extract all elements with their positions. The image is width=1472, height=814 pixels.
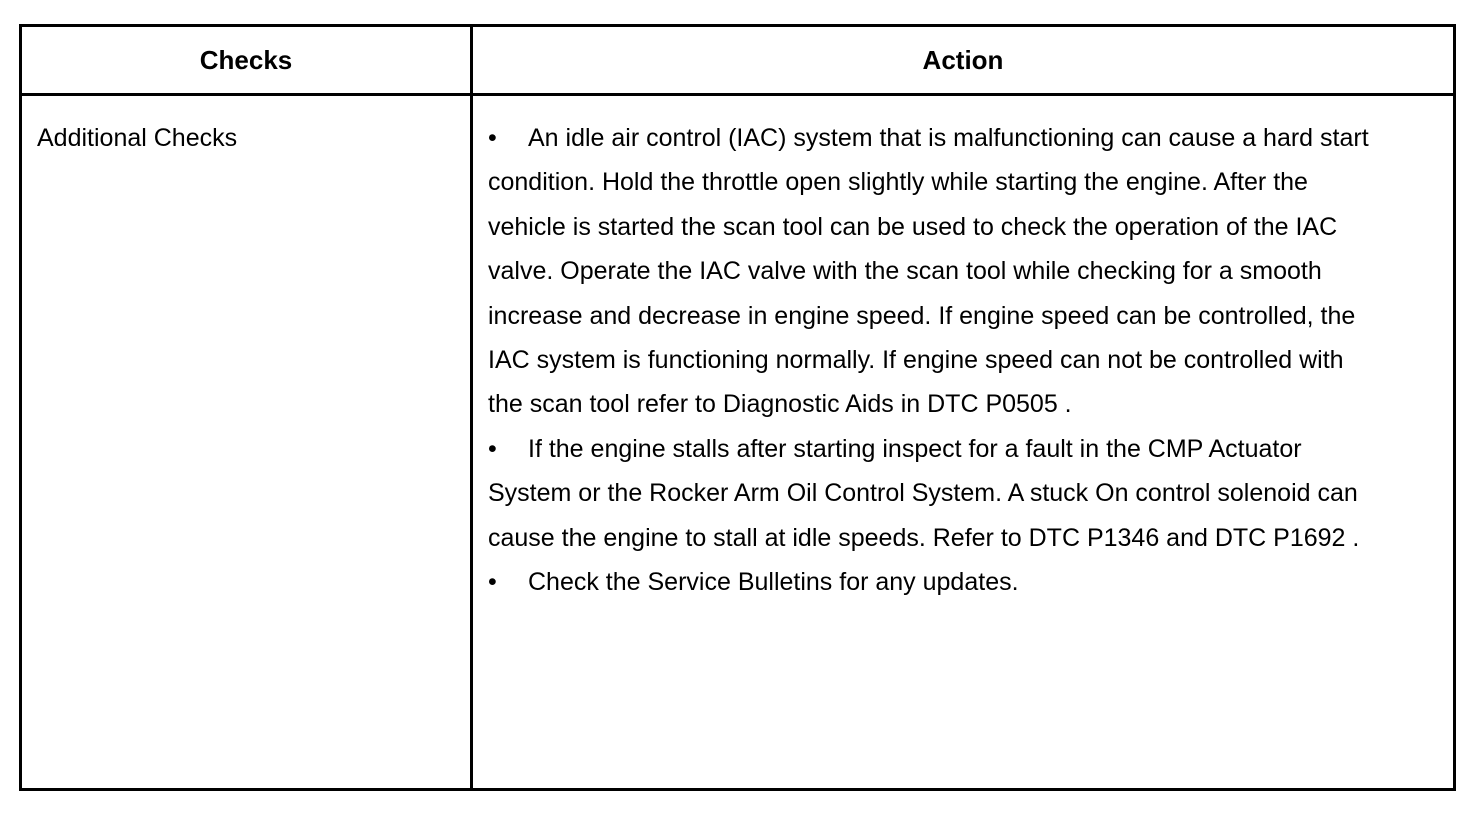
action-cell (488, 96, 1378, 604)
header-checks: Checks (199, 44, 293, 75)
check-label: Additional Checks (37, 124, 238, 152)
action-item-3 (488, 560, 1378, 604)
bullet-icon: • (488, 124, 497, 152)
action-item-2 (488, 427, 1378, 560)
table-header-row (22, 27, 1453, 96)
action-item-1 (488, 116, 1378, 427)
bullet-icon: • (488, 434, 497, 463)
checks-action-table (19, 24, 1456, 791)
bullet-icon: • (488, 568, 497, 597)
column-divider (470, 27, 473, 788)
header-action: Action (922, 44, 1004, 75)
action-text-2: If the engine stalls after starting inspect for a fault in the CMP Actuator System or the Rocker Arm Oil Control System. A stuck On control solenoid can cause the engine to stall at idle speeds. Refer to DTC P1346 and DTC P1692 . (488, 434, 1360, 552)
checks-cell (37, 96, 457, 160)
action-text-1: An idle air control (IAC) system that is malfunctioning can cause a hard start condition. Hold the throttle open slightly while starting the engine. After the vehicle is started the scan tool can be used to check the operation of the IAC valve. Operate the IAC valve with the scan tool while checking for a smooth increase and decrease in engine speed. If engine speed can be controlled, the IAC system is functioning normally. If engine speed can not be controlled with the scan tool refer to Diagnostic Aids in DTC P0505 . (488, 124, 1369, 419)
action-text-3: Check the Service Bulletins for any updates. (528, 568, 1019, 597)
